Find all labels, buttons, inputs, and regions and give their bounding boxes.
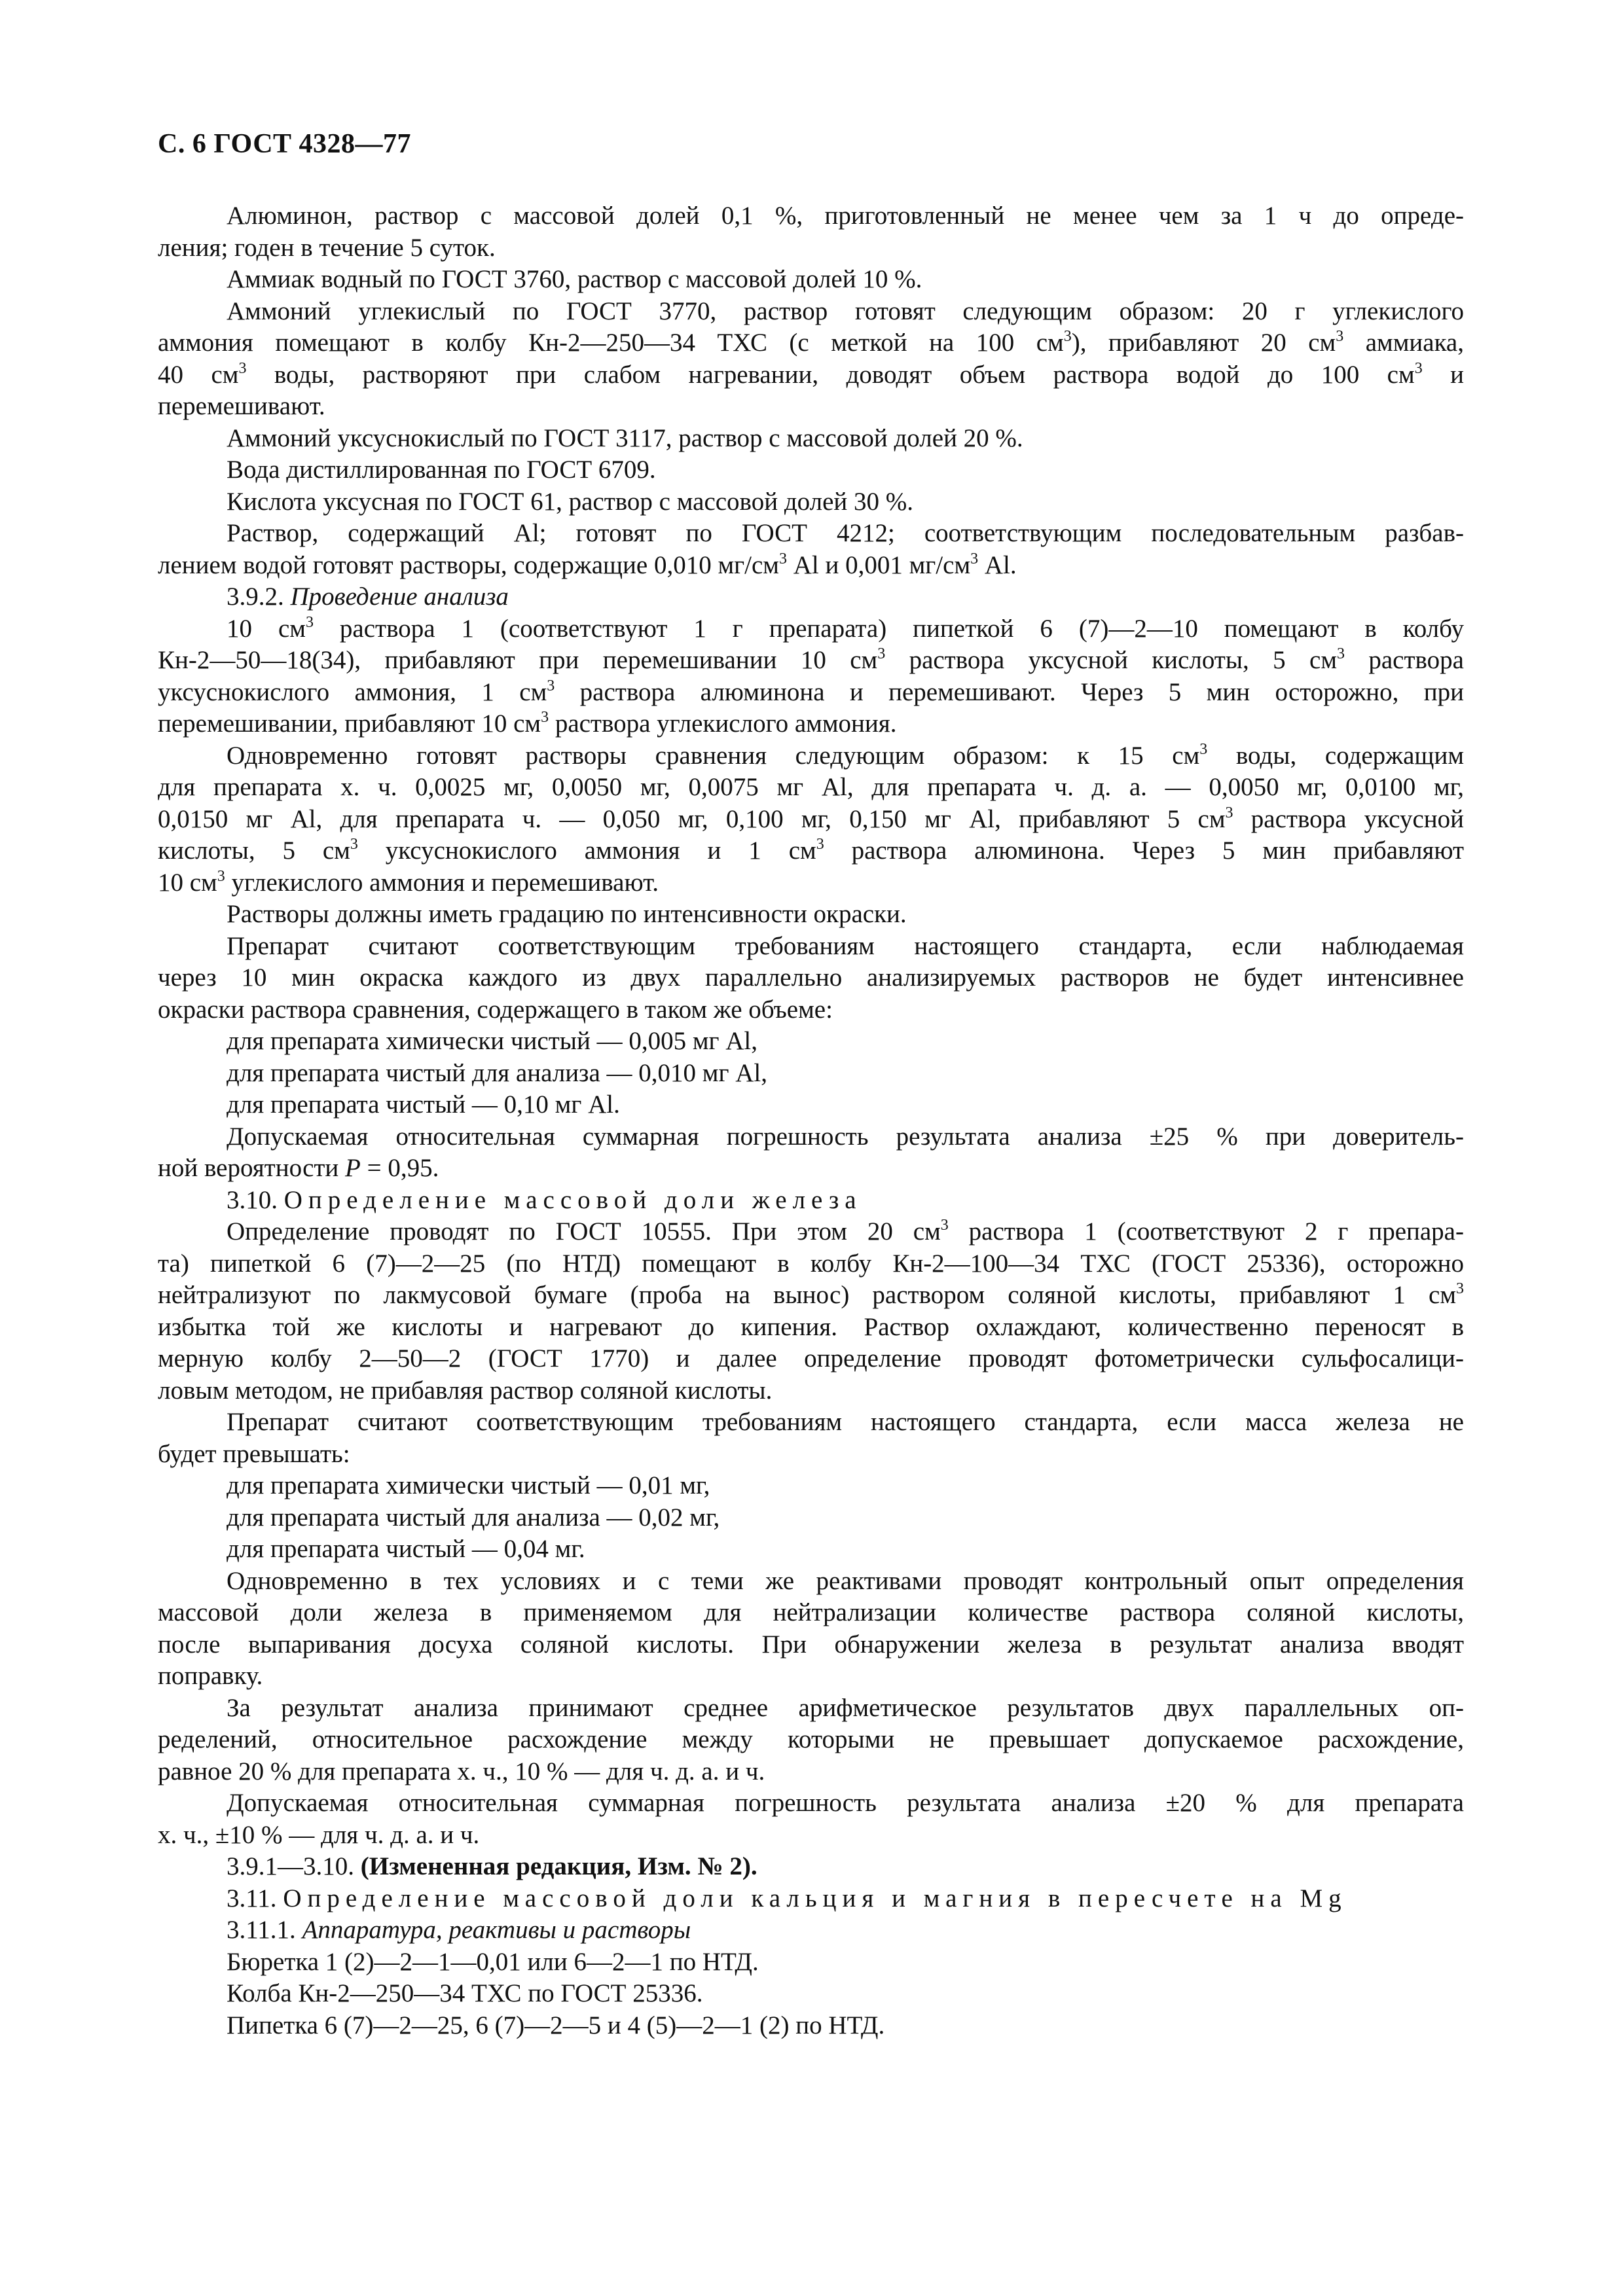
text-line: окраски раствора сравнения, содержащего в таком же объеме:	[158, 995, 833, 1024]
italic-text: Аппаратура, реактивы и растворы	[302, 1916, 691, 1944]
text-line: Растворы должны иметь градацию по интенсивности окраски.	[227, 900, 907, 928]
text-line: будет превышать:	[158, 1439, 350, 1468]
text-line: х. ч., ±10 % — для ч. д. а. и ч.	[158, 1820, 480, 1849]
text-line: Вода дистиллированная по ГОСТ 6709.	[227, 456, 656, 484]
text-line: равное 20 % для препарата х. ч., 10 % — для ч. д. а. и ч.	[158, 1757, 765, 1785]
text-line: ления; годен в течение 5 суток.	[158, 233, 496, 262]
italic-text: P	[345, 1154, 361, 1182]
text-line: Раствор, содержащий Al; готовят по ГОСТ 4212; соответствующим последовательным разбав-	[227, 519, 1464, 547]
italic-text: Проведение анализа	[290, 583, 509, 611]
text-line: для препарата чистый для анализа — 0,02 мг,	[227, 1503, 720, 1532]
text-line: после выпаривания досуха соляной кислоты. При обнаружении железа в результат анализа вводят	[158, 1630, 1464, 1659]
text-line: Допускаемая относительная суммарная погрешность результата анализа ±25 % при доверитель-	[227, 1122, 1464, 1151]
text-line: 3.9.1—3.10. (Измененная редакция, Изм. № 2).	[227, 1852, 757, 1880]
text-line: 3.11.1. Аппаратура, реактивы и растворы	[227, 1916, 691, 1944]
text-line: массовой доли железа в применяемом для нейтрализации количестве раствора соляной кислоты,	[158, 1598, 1464, 1626]
text-line: Аммиак водный по ГОСТ 3760, раствор с массовой долей 10 %.	[227, 265, 922, 293]
text-line: ределений, относительное расхождение между которыми не превышает допускаемое расхождение,	[158, 1725, 1464, 1753]
text-line: избытка той же кислоты и нагревают до кипения. Раствор охлаждают, количественно переносят в	[158, 1312, 1464, 1341]
text-line: для препарата х. ч. 0,0025 мг, 0,0050 мг, 0,0075 мг Al, для препарата ч. д. а. — 0,0050 мг, 0,0100 мг,	[158, 773, 1464, 801]
spaced-heading: Определение массовой доли железа	[283, 1185, 862, 1214]
text-line: Одновременно готовят растворы сравнения следующим образом: к 15 $см^3$ воды, содержащим	[227, 740, 1464, 770]
text-line: 3.9.2. Проведение анализа	[227, 583, 509, 611]
text-line: Препарат считают соответствующим требованиям настоящего стандарта, если масса железа не	[227, 1408, 1464, 1436]
text-line: та) пипеткой 6 (7)—2—25 (по НТД) помещают в колбу Кн-2—100—34 ТХС (ГОСТ 25336), осторожно	[158, 1249, 1464, 1278]
text-line: кислоты, 5 $см^3$ уксуснокислого аммония и 1 $см^3$ раствора алюминона. Через 5 мин прибавляют	[158, 836, 1465, 865]
text-line: 3.11. Определение массовой доли кальция и магния в пересчете на Mg	[227, 1884, 1347, 1912]
text-line: нейтрализуют по лакмусовой бумаге (проба на вынос) раствором соляной кислоты, прибавляют 1 $см^3$	[158, 1280, 1464, 1309]
text-line: для препарата чистый — 0,10 мг Al.	[227, 1090, 620, 1119]
text-line: перемешивают.	[158, 392, 325, 420]
text-line: для препарата чистый — 0,04 мг.	[227, 1535, 585, 1563]
text-line: 10 $см^3$ углекислого аммония и перемешивают.	[158, 867, 659, 897]
text-line: 10 $см^3$ раствора 1 (соответствуют 1 г препарата) пипеткой 6 (7)—2—10 помещают в колбу	[227, 613, 1464, 643]
text-line: для препарата химически чистый — 0,005 мг Al,	[227, 1027, 758, 1055]
document-body	[158, 200, 1464, 2041]
text-line: 3.10. Определение массовой доли железа	[227, 1185, 862, 1214]
text-line: Алюминон, раствор с массовой долей 0,1 %, приготовленный не менее чем за 1 ч до опреде-	[227, 202, 1464, 230]
text-line: Кислота уксусная по ГОСТ 61, раствор с массовой долей 30 %.	[227, 487, 914, 516]
text-line: Препарат считают соответствующим требованиям настоящего стандарта, если наблюдаемая	[227, 931, 1464, 960]
text-line: За результат анализа принимают среднее арифметическое результатов двух параллельных оп-	[227, 1693, 1464, 1722]
text-line: для препарата химически чистый — 0,01 мг,	[227, 1471, 710, 1499]
text-line: перемешивании, прибавляют 10 $см^3$ раствора углекислого аммония.	[158, 709, 897, 738]
text-line: ловым методом, не прибавляя раствор соляной кислоты.	[158, 1376, 773, 1405]
text-line: Одновременно в тех условиях и с теми же реактивами проводят контрольный опыт определения	[227, 1566, 1464, 1595]
text-line: ной вероятности P = 0,95.	[158, 1154, 439, 1182]
text-line: Определение проводят по ГОСТ 10555. При этом 20 $см^3$ раствора 1 (соответствуют 2 г препара-	[227, 1217, 1464, 1246]
text-line: Пипетка 6 (7)—2—25, 6 (7)—2—5 и 4 (5)—2—1 (2) по НТД.	[227, 2011, 885, 2039]
text-line: через 10 мин окраска каждого из двух параллельно анализируемых растворов не будет интенсивнее	[158, 963, 1464, 992]
page-header: С. 6 ГОСТ 4328—77	[158, 129, 412, 159]
bold-text: (Измененная редакция, Изм. № 2).	[360, 1852, 757, 1880]
text-line: Допускаемая относительная суммарная погрешность результата анализа ±20 % для препарата	[227, 1789, 1464, 1817]
text-line: Колба Кн-2—250—34 ТХС по ГОСТ 25336.	[227, 1979, 703, 2007]
spaced-heading: Определение массовой доли кальция и магния в пересчете на Mg	[283, 1884, 1347, 1912]
text-line: Аммоний уксуснокислый по ГОСТ 3117, раствор с массовой долей 20 %.	[227, 423, 1023, 452]
text-line: 40 $см^3$ воды, растворяют при слабом нагревании, доводят объем раствора водой до 100 $см^3$ и	[158, 359, 1465, 389]
text-line: 0,0150 мг Al, для препарата ч. — 0,050 мг, 0,100 мг, 0,150 мг Al, прибавляют 5 $см^3$ раствора уксусной	[158, 804, 1464, 833]
text-line: лением водой готовят растворы, содержащие 0,010 $мг/см^3$ Al и 0,001 $мг/см^3$ Al.	[158, 550, 1017, 579]
text-line: поправку.	[158, 1662, 263, 1690]
text-line: Аммоний углекислый по ГОСТ 3770, раствор готовят следующим образом: 20 г углекислого	[227, 296, 1464, 325]
text-line: Кн-2—50—18(34), прибавляют при перемешивании 10 $см^3$ раствора уксусной кислоты, 5 $см^3$ раствора	[158, 645, 1464, 674]
text-line: уксуснокислого аммония, 1 $см^3$ раствора алюминона и перемешивают. Через 5 мин осторожно, при	[158, 677, 1464, 706]
text-line: мерную колбу 2—50—2 (ГОСТ 1770) и далее определение проводят фотометрически сульфосалици-	[158, 1344, 1464, 1372]
text-line: Бюретка 1 (2)—2—1—0,01 или 6—2—1 по НТД.	[227, 1947, 759, 1976]
text-line: для препарата чистый для анализа — 0,010 мг Al,	[227, 1058, 767, 1087]
text-line: аммония помещают в колбу Кн-2—250—34 ТХС (с меткой на 100 $см^3$), прибавляют 20 $см^3$ аммиака,	[158, 328, 1464, 357]
